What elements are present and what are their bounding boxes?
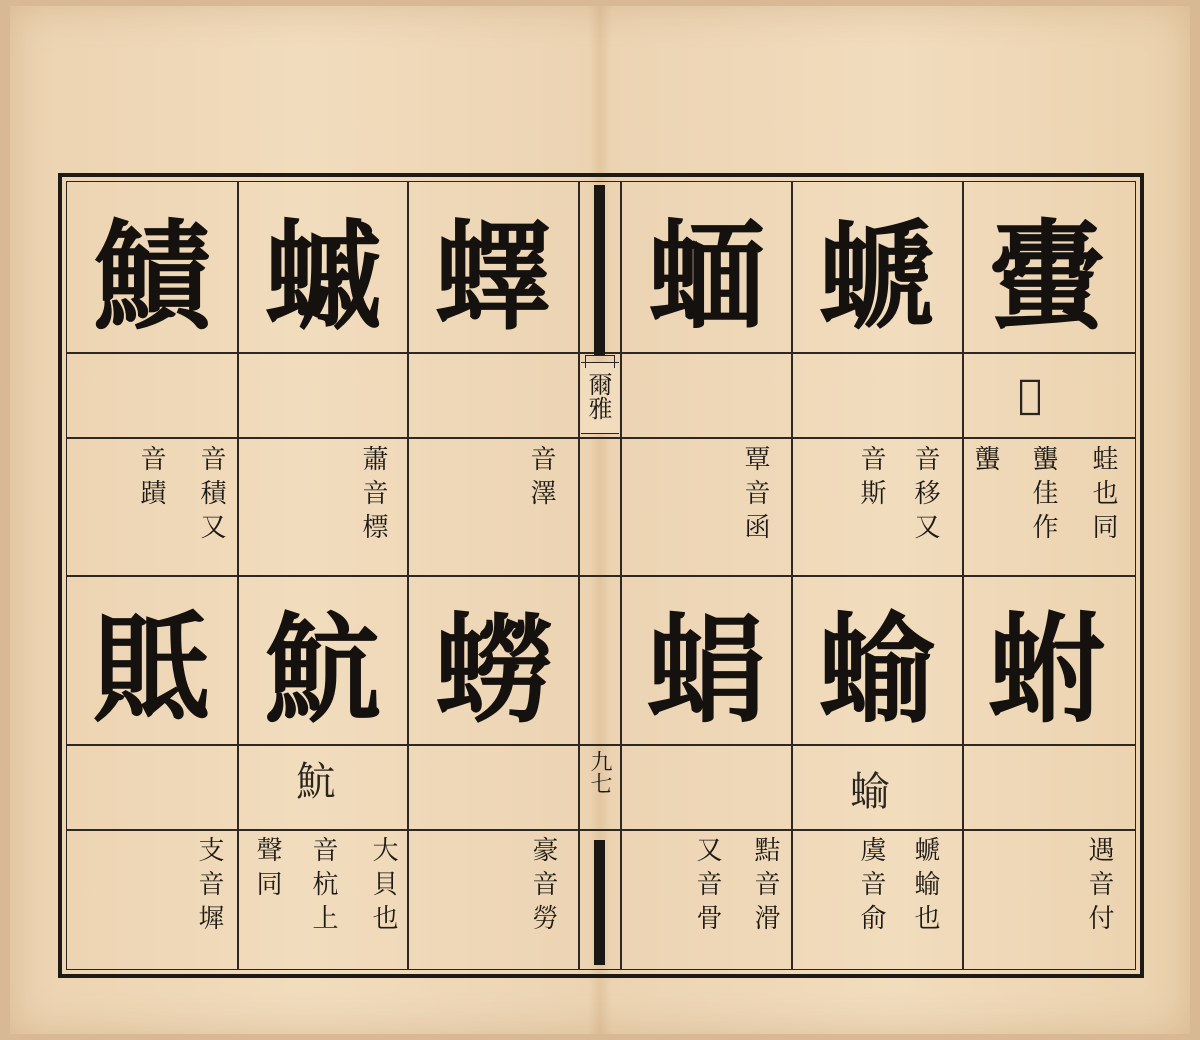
seal-script-glyph: 蝓 [850,769,890,815]
headword: 蚹 [987,601,1106,739]
headword: 蠌 [433,208,552,346]
seal-script-glyph: 魧 [296,759,336,805]
page-number: 九七 [587,750,612,794]
headword: 䗩 [263,208,382,346]
grid-line [66,829,1136,831]
headword: 魧 [263,601,382,739]
annotation-line: 蠪 [970,445,1000,479]
annotation-line: 黠音滑 [750,836,780,938]
seal-script-glyph: 𧒨 [1018,372,1043,418]
grid-line [578,181,580,970]
headword: 蝒 [646,208,765,346]
annotation-line: 覃音函 [740,445,770,547]
annotation-line: 螔蝓也 [910,836,940,938]
annotation-line: 蕭音標 [358,445,388,547]
headword: 貾 [92,601,211,739]
annotation-line: 豪音勞 [528,836,558,938]
headword: 蝓 [817,601,936,739]
annotation-line: 聲同 [252,836,282,904]
book-title: 爾雅 [584,372,612,420]
annotation-line: 音積又 [196,445,226,547]
headword: 螔 [817,208,936,346]
annotation-line: 蠪佳作 [1028,445,1058,547]
center-black-bar-bottom [594,840,605,965]
headword: 蟧 [433,601,552,739]
annotation-line: 音移又 [910,445,940,547]
annotation-line: 蛙也同 [1088,445,1118,547]
grid-line [66,437,1136,439]
headword: 蜎 [646,601,765,739]
annotation-line: 大貝也 [368,836,398,938]
annotation-line: 音斯 [856,445,886,513]
annotation-line: 音蹟 [136,445,166,513]
headword: 鰿 [92,208,211,346]
annotation-line: 又音骨 [692,836,722,938]
annotation-line: 音澤 [526,445,556,513]
annotation-line: 支音墀 [194,836,224,938]
annotation-line: 虞音俞 [856,836,886,938]
annotation-line: 遇音付 [1084,836,1114,938]
annotation-line: 音杭上 [308,836,338,938]
center-black-bar-top [594,185,605,355]
headword: 蟗 [987,208,1106,346]
